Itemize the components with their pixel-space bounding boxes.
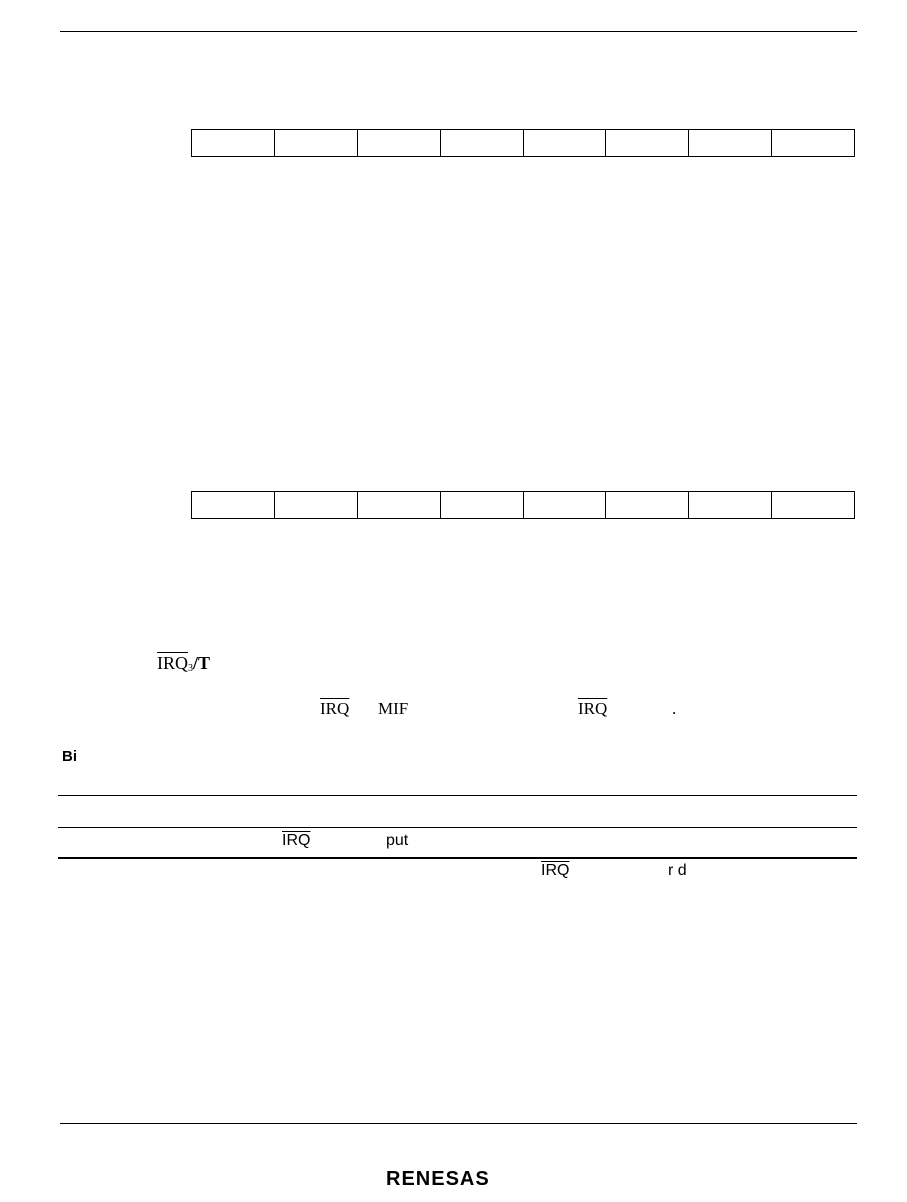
table-row2-text: r d <box>668 862 687 879</box>
pin-heading-suffix: /T <box>193 653 211 673</box>
bit-cell <box>192 130 275 157</box>
bit-cell <box>772 492 855 519</box>
bit-cell <box>606 492 689 519</box>
table-row2-irq: $\overline{IRQ}$ <box>541 862 570 879</box>
bit-cell <box>357 492 440 519</box>
table-top-rule <box>58 795 857 796</box>
bit-cell <box>689 492 772 519</box>
bit-cell <box>440 492 523 519</box>
bit-cell <box>772 130 855 157</box>
header-rule <box>60 31 857 32</box>
bit-cell <box>689 130 772 157</box>
table-header-rule <box>58 827 857 828</box>
bit-cell <box>523 130 606 157</box>
table-separator-rule <box>58 857 857 859</box>
bit-cell <box>440 130 523 157</box>
renesas-logo <box>386 1167 490 1191</box>
irq-label-b: $\overline{IRQ}$ <box>578 699 608 718</box>
irq-label-a: $\overline{IRQ}$ <box>320 699 350 718</box>
sentence-period: . <box>672 699 677 718</box>
table-row1-irq: $\overline{IRQ}$ <box>282 832 311 849</box>
pin-heading-signal: $\overline{IRQ}$ <box>157 653 188 673</box>
bit-cell <box>192 492 275 519</box>
bit-cell <box>274 130 357 157</box>
bit-cell <box>357 130 440 157</box>
pin-heading-subscript: 3 <box>188 663 193 674</box>
bit-cell <box>606 130 689 157</box>
bit-cell <box>274 492 357 519</box>
bit-cell <box>523 492 606 519</box>
table-row1-text: put <box>386 832 409 849</box>
bit-label: Bi <box>62 748 77 765</box>
renesas-logo-text: RENESAS <box>386 1168 490 1190</box>
pin-heading <box>157 652 210 680</box>
register-bit-row-1 <box>191 129 855 157</box>
footer-rule <box>60 1123 857 1124</box>
register-bit-row-2 <box>191 491 855 519</box>
mif-label: MIF <box>378 699 409 718</box>
